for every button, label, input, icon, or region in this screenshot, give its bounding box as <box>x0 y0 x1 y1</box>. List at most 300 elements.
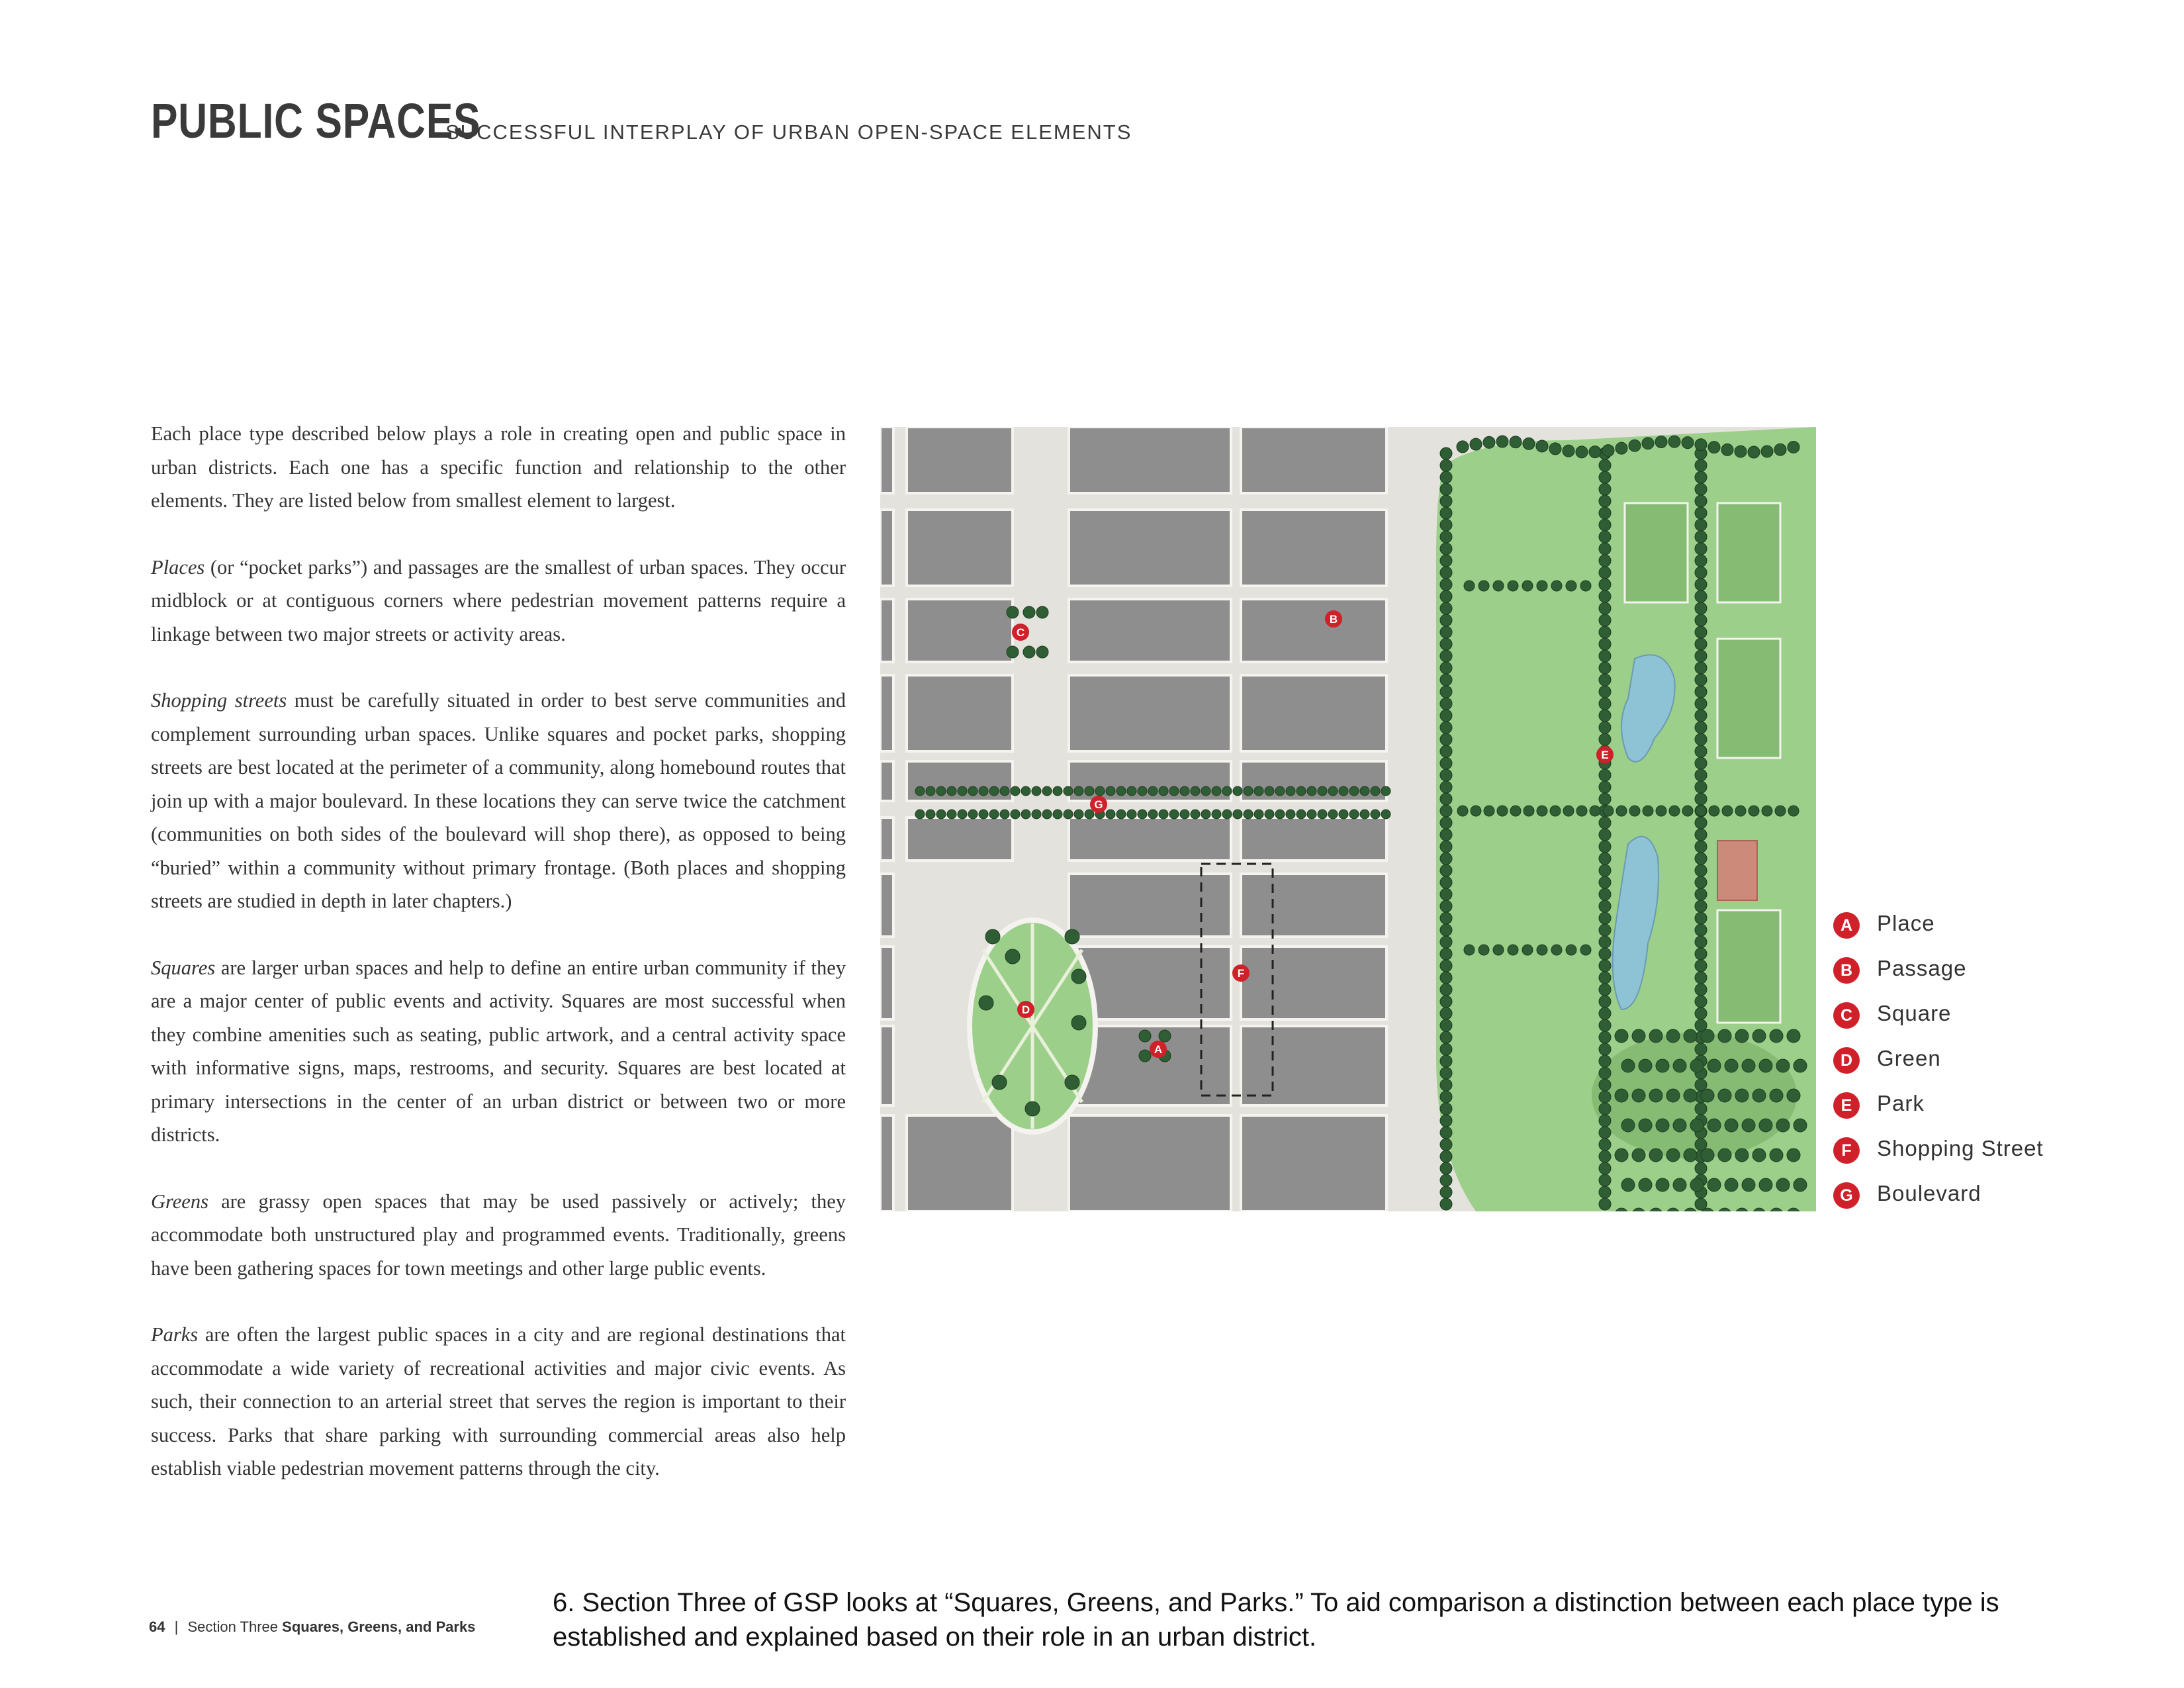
tree <box>1599 567 1611 579</box>
tree <box>1328 786 1338 796</box>
tree <box>1695 614 1707 626</box>
tree <box>1684 1149 1697 1162</box>
legend-badge: G <box>1833 1182 1860 1209</box>
tree <box>1599 841 1611 853</box>
tree <box>1318 810 1327 819</box>
tree <box>1244 786 1253 796</box>
tree <box>1440 531 1452 543</box>
tree <box>1599 853 1611 865</box>
legend-badge: E <box>1833 1092 1860 1119</box>
tree <box>1649 1089 1662 1102</box>
tree <box>1064 786 1073 796</box>
tree <box>1599 602 1611 614</box>
tree <box>1718 1149 1731 1162</box>
tree <box>1695 1162 1707 1174</box>
tree <box>1656 1059 1669 1072</box>
map-badge-c <box>1012 624 1029 641</box>
parks-paragraph <box>151 1318 846 1485</box>
tree <box>1440 1019 1452 1031</box>
tree <box>1684 1029 1697 1043</box>
tree <box>1695 459 1707 471</box>
tree <box>915 810 925 819</box>
tree <box>1360 810 1369 819</box>
tree <box>947 810 956 819</box>
tree <box>1695 602 1707 614</box>
tree <box>1053 786 1062 796</box>
tree <box>1682 806 1693 816</box>
tree <box>1632 1149 1645 1162</box>
tree <box>985 929 1000 944</box>
tree <box>1440 853 1452 865</box>
tree <box>968 786 978 796</box>
tree <box>1508 581 1518 591</box>
city-block <box>1069 510 1231 586</box>
tree <box>1599 996 1611 1008</box>
tree <box>1666 1029 1680 1043</box>
tree <box>1440 698 1452 710</box>
tree <box>1599 507 1611 519</box>
tree <box>1725 1119 1738 1132</box>
tree <box>1690 1178 1704 1192</box>
tree <box>1023 646 1035 658</box>
tree <box>1440 686 1452 698</box>
city-block <box>880 761 893 801</box>
tree <box>1770 1089 1783 1102</box>
tree <box>1484 806 1494 816</box>
tree <box>1440 1139 1452 1150</box>
greens-term: Greens <box>151 1190 208 1213</box>
legend-label: Park <box>1877 1091 1925 1115</box>
intro-paragraph: Each place type described below plays a role in creating open and public space in urban districts. Each one has a specific function and relationship to the other elements. They are listed below from smallest element to largest. <box>151 422 846 512</box>
tree <box>936 786 946 796</box>
tree <box>1787 1089 1800 1102</box>
tree <box>1655 436 1667 447</box>
tree <box>1440 996 1452 1008</box>
tree <box>1537 945 1547 955</box>
tree <box>1065 1075 1079 1090</box>
tree <box>1673 1178 1686 1192</box>
tree <box>1074 810 1083 819</box>
tree <box>1071 969 1086 984</box>
tree <box>1666 1149 1680 1162</box>
tree <box>1599 924 1611 936</box>
tree <box>1025 1102 1040 1116</box>
tree <box>1695 745 1707 757</box>
tree <box>1233 810 1242 819</box>
tree <box>1360 786 1369 796</box>
city-block <box>1241 427 1387 493</box>
tree <box>1695 769 1707 781</box>
city-block <box>1069 599 1231 662</box>
city-block <box>880 818 893 861</box>
tree <box>1708 442 1720 453</box>
tree <box>1695 650 1707 662</box>
tree <box>1749 806 1759 816</box>
shopping-paragraph <box>151 684 846 918</box>
tree <box>1682 437 1694 449</box>
tree <box>1148 810 1158 819</box>
tree <box>1695 912 1707 924</box>
tree <box>1349 810 1359 819</box>
tree <box>1440 614 1452 626</box>
tree <box>1639 1059 1652 1072</box>
tree <box>1735 1089 1749 1102</box>
tree <box>1656 1119 1669 1132</box>
tree <box>1695 722 1707 733</box>
city-block <box>1241 675 1387 751</box>
tree <box>1116 810 1126 819</box>
tree <box>1371 786 1380 796</box>
tree <box>1735 1149 1749 1162</box>
parks-text: are often the largest public spaces in a city and are regional destinations that accommodate a wide variety of recreational activities and major civic events. As such, their connection to an arterial street that serves the region is important to their success. Parks that share parking with surrounding commercial areas also help establish viable pedestrian movement patterns through the city. <box>151 1323 846 1479</box>
tree <box>1709 806 1719 816</box>
tree <box>1695 829 1707 841</box>
tree <box>1440 912 1452 924</box>
legend-label: Passage <box>1877 956 1967 980</box>
tree <box>1440 1174 1452 1186</box>
parks-term: Parks <box>151 1323 199 1346</box>
tree <box>1307 810 1316 819</box>
tree <box>1254 810 1263 819</box>
tree <box>1701 1089 1714 1102</box>
tree <box>1328 810 1338 819</box>
legend-badge: C <box>1833 1002 1860 1029</box>
tree <box>1036 646 1048 658</box>
tree <box>1265 810 1274 819</box>
tree <box>1695 733 1707 745</box>
tree <box>1599 1019 1611 1031</box>
page-number: 64 <box>149 1618 165 1635</box>
tree <box>1139 1050 1151 1062</box>
tree <box>1725 1178 1738 1192</box>
legend-label: Square <box>1877 1001 1952 1025</box>
tree <box>1695 519 1707 531</box>
tree <box>1695 936 1707 948</box>
tree <box>1695 1103 1707 1115</box>
tree <box>1297 810 1306 819</box>
tree <box>1440 662 1452 674</box>
city-block <box>1069 818 1231 861</box>
tree <box>1297 786 1306 796</box>
tree <box>1479 945 1489 955</box>
tree <box>1440 888 1452 900</box>
tree <box>989 786 999 796</box>
tree <box>1599 650 1611 662</box>
places-paragraph <box>151 551 846 651</box>
tree <box>1599 1198 1611 1210</box>
tree <box>1775 806 1786 816</box>
tree <box>1668 436 1680 447</box>
tree <box>1695 543 1707 555</box>
tree <box>1440 1008 1452 1019</box>
squares-text: are larger urban spaces and help to define an entire urban community if they are a major center of public events and activity. Squares are most successful when they combine amenities such as seating, public artwork, and a central activity space with informative signs, maps, restrooms, and security. Squares are best located at primary intersections in the center of an urban district or between two or more districts. <box>151 956 846 1146</box>
legend-badge: D <box>1833 1047 1860 1074</box>
tree <box>1599 674 1611 686</box>
tree <box>1440 602 1452 614</box>
tree <box>1381 786 1390 796</box>
tree <box>1666 1089 1680 1102</box>
tree <box>1440 722 1452 733</box>
tree <box>1180 810 1189 819</box>
tree <box>1563 445 1574 457</box>
tree <box>1695 1043 1707 1055</box>
tree <box>1599 1186 1611 1198</box>
tree <box>1007 646 1019 658</box>
tree <box>1371 810 1380 819</box>
tree <box>1180 786 1189 796</box>
tree <box>1138 810 1147 819</box>
tree <box>1599 829 1611 841</box>
tree <box>1639 1119 1652 1132</box>
tree <box>1599 638 1611 650</box>
tree <box>1602 445 1614 457</box>
tree <box>1479 581 1489 591</box>
tree <box>1053 810 1062 819</box>
city-block <box>907 818 1013 861</box>
tree <box>926 810 935 819</box>
tree <box>1629 440 1641 451</box>
tree <box>1656 1178 1669 1192</box>
legend-label: Green <box>1877 1046 1941 1070</box>
tree <box>1116 786 1126 796</box>
tree <box>947 786 956 796</box>
tree <box>1440 507 1452 519</box>
svg-text:E: E <box>1601 749 1609 761</box>
tree <box>1695 853 1707 865</box>
city-block <box>1069 1115 1231 1211</box>
city-block <box>1241 947 1387 1019</box>
tree <box>1599 710 1611 722</box>
tree <box>1127 810 1136 819</box>
tree <box>1440 984 1452 996</box>
tree <box>1695 531 1707 543</box>
tree <box>1788 806 1799 816</box>
tree <box>1191 810 1200 819</box>
tree <box>1621 1059 1635 1072</box>
tree <box>1440 841 1452 853</box>
tree <box>1695 924 1707 936</box>
tree <box>1212 786 1221 796</box>
tree <box>1599 960 1611 972</box>
tree <box>1742 1119 1755 1132</box>
tree <box>1275 786 1285 796</box>
tree <box>1695 876 1707 888</box>
tree <box>1695 888 1707 900</box>
tree <box>1599 519 1611 531</box>
legend-badge: A <box>1833 912 1860 939</box>
tree <box>1464 945 1475 955</box>
tree <box>1599 614 1611 626</box>
tree <box>1632 1089 1645 1102</box>
tree <box>1695 439 1707 451</box>
tree <box>1286 786 1295 796</box>
tree <box>1762 806 1772 816</box>
footer-section-title: Squares, Greens, and Parks <box>282 1618 476 1635</box>
tree <box>1549 443 1561 455</box>
shopping-term: Shopping streets <box>151 689 287 712</box>
tree <box>958 810 967 819</box>
tree <box>1381 810 1390 819</box>
map-badge-f <box>1232 964 1250 982</box>
city-block <box>1069 874 1231 937</box>
city-block <box>880 947 893 1019</box>
tree <box>1695 567 1707 579</box>
tree <box>1722 806 1733 816</box>
tree <box>1603 806 1614 816</box>
tree <box>1599 555 1611 567</box>
tree <box>1615 1149 1628 1162</box>
tree <box>1440 876 1452 888</box>
tree <box>1032 786 1041 796</box>
tree <box>1440 817 1452 829</box>
greens-paragraph <box>151 1185 846 1286</box>
tree <box>1497 806 1508 816</box>
tree <box>936 810 946 819</box>
page-subtitle: SUCCESSFUL INTERPLAY OF URBAN OPEN-SPACE ELEMENTS <box>445 120 1132 144</box>
footer-separator: | <box>174 1618 179 1635</box>
tree <box>1064 810 1073 819</box>
shopping-text: must be carefully situated in order to best serve communities and complement surrounding urban spaces. Unlike squares and pocket parks, shopping streets are best located at the perimeter of a community, along homebound routes that join up with a major boulevard. In these locations they can serve twice the catchment (communities on both sides of the boulevard will shop there), as opposed to being “buried” within a community without primary frontage. (Both places and shopping streets are studied in depth in later chapters.) <box>151 689 846 912</box>
tree <box>1440 1055 1452 1067</box>
tree <box>1701 1029 1714 1043</box>
tree <box>1599 1115 1611 1127</box>
tree <box>1510 806 1521 816</box>
tree <box>1440 1031 1452 1043</box>
footer-section: Section Three <box>187 1618 279 1635</box>
tree <box>1794 1059 1807 1072</box>
tree <box>1599 912 1611 924</box>
map-badge-a <box>1150 1041 1167 1058</box>
tree <box>958 786 967 796</box>
tree <box>1695 900 1707 912</box>
tree <box>1440 1091 1452 1103</box>
tree <box>1244 810 1253 819</box>
tree <box>1787 1029 1800 1043</box>
tree <box>992 1075 1007 1090</box>
tree <box>1440 924 1452 936</box>
city-block <box>880 599 893 662</box>
tree <box>1599 1067 1611 1079</box>
tree <box>1169 810 1179 819</box>
city-block <box>880 675 893 751</box>
tree <box>1599 626 1611 638</box>
tree <box>1690 1119 1704 1132</box>
city-block <box>907 599 1013 662</box>
tree <box>1233 786 1242 796</box>
tree <box>1599 865 1611 876</box>
tree <box>1696 806 1706 816</box>
tree <box>1440 483 1452 495</box>
tree <box>1794 1119 1807 1132</box>
tree <box>1318 786 1327 796</box>
tree <box>1138 786 1147 796</box>
tree <box>1695 996 1707 1008</box>
tree <box>1616 806 1627 816</box>
tree <box>1599 984 1611 996</box>
tree <box>1563 806 1574 816</box>
tree <box>1590 806 1600 816</box>
svg-text:D: D <box>1021 1004 1030 1016</box>
tree <box>1721 444 1733 455</box>
legend-label: Shopping Street <box>1877 1136 2044 1160</box>
tree <box>1566 945 1576 955</box>
tree <box>1536 440 1548 452</box>
tree <box>1752 1149 1766 1162</box>
tree <box>1440 555 1452 567</box>
tree <box>1599 781 1611 793</box>
tree <box>1695 638 1707 650</box>
tree <box>1599 1055 1611 1067</box>
tree <box>1496 436 1508 447</box>
tree <box>1776 1178 1790 1192</box>
tree <box>1440 829 1452 841</box>
tree <box>1159 1030 1171 1042</box>
svg-text:F: F <box>1237 967 1245 980</box>
tree <box>1307 786 1316 796</box>
tree <box>1085 786 1094 796</box>
tree <box>1550 806 1561 816</box>
tree <box>1021 786 1030 796</box>
tree <box>1673 1059 1686 1072</box>
tree <box>1440 1162 1452 1174</box>
tree <box>1011 810 1020 819</box>
tree <box>1707 1178 1721 1192</box>
tree <box>1629 806 1640 816</box>
tree <box>1021 810 1030 819</box>
tree <box>1599 1103 1611 1115</box>
city-block <box>907 675 1013 751</box>
squares-paragraph <box>151 951 846 1152</box>
tree <box>1440 1067 1452 1079</box>
tree <box>1440 793 1452 805</box>
places-term: Places <box>151 555 205 579</box>
tree <box>1718 1089 1731 1102</box>
tree <box>1580 581 1591 591</box>
tree <box>1576 806 1587 816</box>
tree <box>1599 1174 1611 1186</box>
tree <box>1339 786 1348 796</box>
tree <box>1440 805 1452 817</box>
tree <box>1599 876 1611 888</box>
svg-text:C: C <box>1016 626 1025 639</box>
tree <box>1440 674 1452 686</box>
tree <box>1440 447 1452 459</box>
city-block <box>907 510 1013 586</box>
tree <box>1471 806 1481 816</box>
svg-text:B: B <box>1329 613 1338 626</box>
tree <box>1695 841 1707 853</box>
tree <box>1599 948 1611 960</box>
tree <box>1440 1127 1452 1139</box>
tree <box>1440 733 1452 745</box>
tree <box>1440 1198 1452 1210</box>
tree <box>1440 936 1452 948</box>
tree <box>1599 590 1611 602</box>
tree <box>1440 495 1452 507</box>
tree <box>915 786 925 796</box>
tree <box>1599 459 1611 471</box>
legend-badge: B <box>1833 957 1860 984</box>
tree <box>1169 786 1179 796</box>
tree <box>1000 810 1009 819</box>
city-block <box>1241 1026 1387 1105</box>
tree <box>1212 810 1221 819</box>
tree <box>1440 900 1452 912</box>
tree <box>1007 606 1019 618</box>
tree <box>1440 1043 1452 1055</box>
tree <box>1695 710 1707 722</box>
tree <box>1599 531 1611 543</box>
